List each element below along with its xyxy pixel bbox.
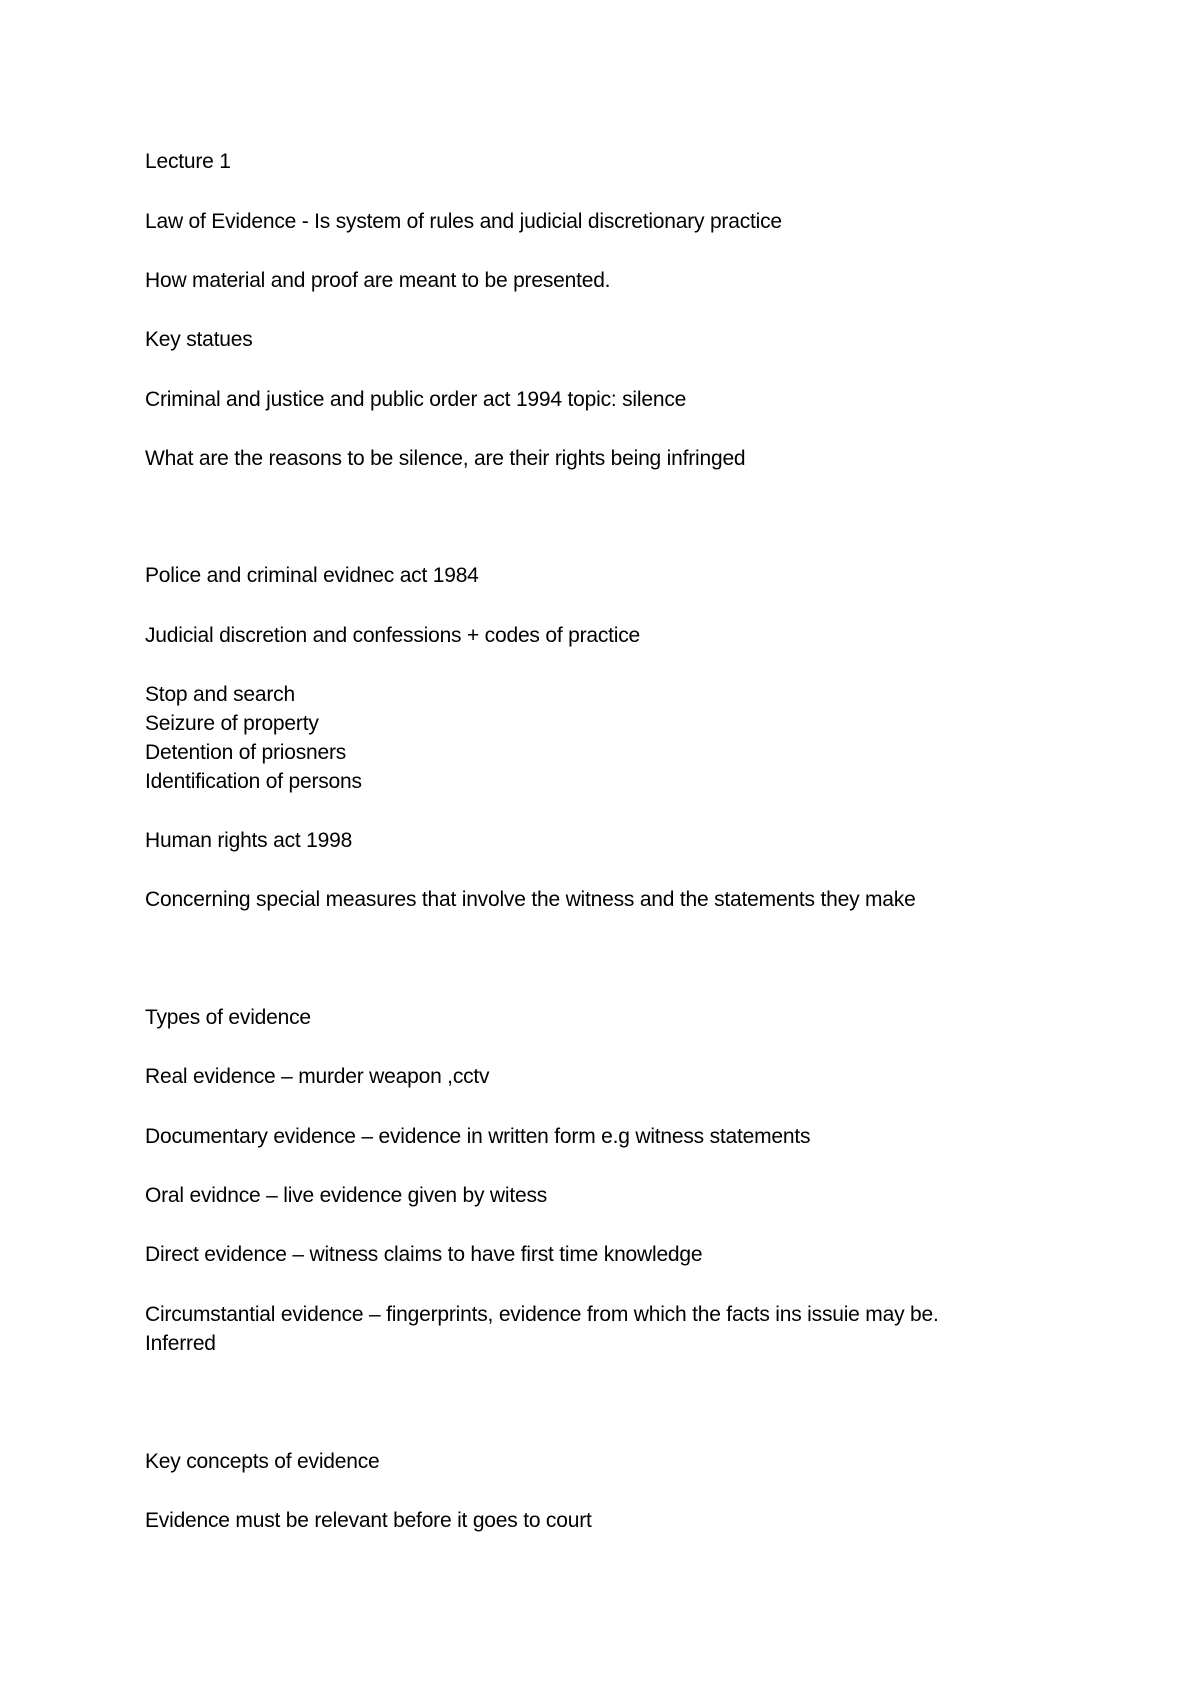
text-line: Direct evidence – witness claims to have first time knowledge (145, 1243, 703, 1266)
list-item: Seizure of property (145, 712, 319, 735)
section-heading: Key concepts of evidence (145, 1450, 380, 1473)
list-item: Stop and search (145, 683, 295, 706)
list-item: Detention of priosners (145, 741, 347, 764)
text-line: Judicial discretion and confessions + codes of practice (145, 624, 641, 647)
text-line: Oral evidnce – live evidence given by witess (145, 1184, 548, 1207)
text-line: Law of Evidence - Is system of rules and judicial discretionary practice (145, 210, 782, 233)
lecture-heading: Lecture 1 (145, 150, 231, 173)
text-line: Police and criminal evidnec act 1984 (145, 564, 479, 587)
section-heading: Types of evidence (145, 1006, 311, 1029)
text-line: Inferred (145, 1332, 216, 1355)
text-line: Concerning special measures that involve the witness and the statements they make (145, 888, 916, 911)
text-line: Circumstantial evidence – fingerprints, evidence from which the facts ins issuie may be. (145, 1303, 939, 1326)
text-line: Evidence must be relevant before it goes to court (145, 1509, 592, 1532)
text-line: Real evidence – murder weapon ,cctv (145, 1065, 490, 1088)
text-line: What are the reasons to be silence, are their rights being infringed (145, 447, 746, 470)
section-heading: Key statues (145, 328, 253, 351)
text-line: Human rights act 1998 (145, 829, 353, 852)
list-item: Identification of persons (145, 770, 362, 793)
text-line: Criminal and justice and public order act 1994 topic: silence (145, 388, 687, 411)
text-line: Documentary evidence – evidence in written form e.g witness statements (145, 1125, 811, 1148)
text-line: How material and proof are meant to be presented. (145, 269, 611, 292)
